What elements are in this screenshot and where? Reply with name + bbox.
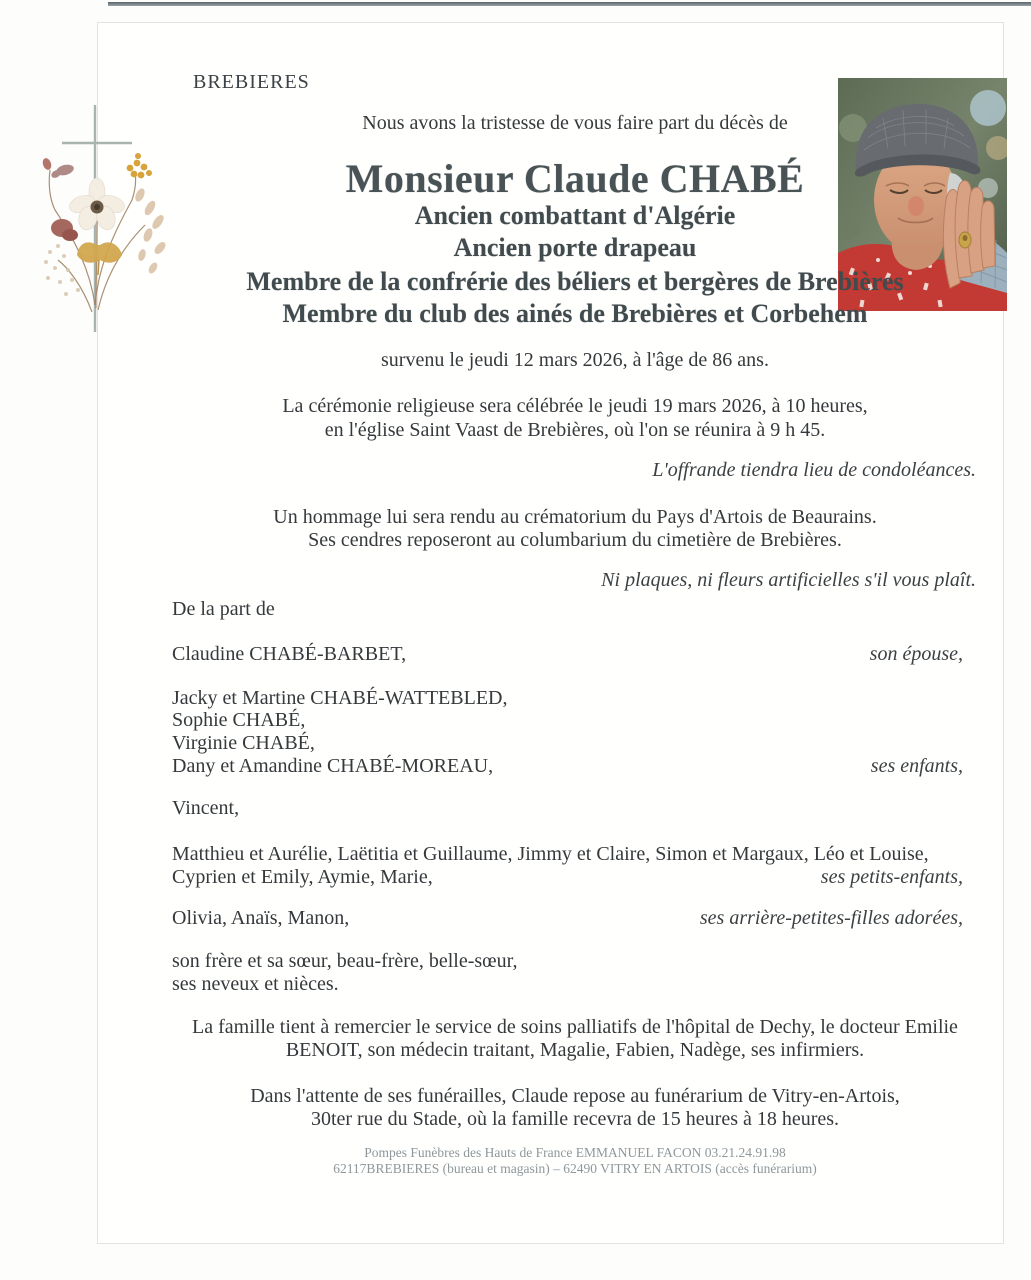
homage-line: Un hommage lui sera rendu au crématorium du Pays d'Artois de Beaurains. [273, 506, 877, 528]
family-row-spouse [172, 643, 963, 666]
wake-line: 30ter rue du Stade, où la famille recevra de 15 heures à 18 heures. [310, 1108, 840, 1130]
title-line: Ancien combattant d'Algérie [414, 201, 736, 230]
family-row-grandchildren [172, 866, 963, 889]
thanks-line: La famille tient à remercier le service de soins palliatifs de l'hôpital de Dechy, le docteur Emilie [192, 1016, 958, 1038]
ceremony-line: La cérémonie religieuse sera célébrée le jeudi 19 mars 2026, à 10 heures, [282, 395, 868, 417]
family-relation: ses enfants, [870, 755, 963, 777]
family-name: Vincent, [172, 797, 240, 819]
offering-note: L'offrande tiendra lieu de condoléances. [652, 459, 976, 481]
family-name: Claudine CHABÉ-BARBET, [172, 643, 407, 665]
homage-line: Ses cendres reposeront au columbarium du cimetière de Brebières. [308, 529, 842, 551]
intro-line: Nous avons la tristesse de vous faire part du décès de [362, 112, 788, 134]
title-line: Membre de la confrérie des béliers et bergères de Brebières [246, 267, 904, 296]
family-relation: ses petits-enfants, [820, 866, 963, 888]
family-name: son frère et sa sœur, beau-frère, belle-sœur, [172, 950, 518, 972]
family-row-great-granddaughters [172, 907, 963, 930]
family-name: Olivia, Anaïs, Manon, [172, 907, 350, 929]
death-line: survenu le jeudi 12 mars 2026, à l'âge de 86 ans. [381, 349, 769, 371]
ceremony-line: en l'église Saint Vaast de Brebières, où l'on se réunira à 9 h 45. [324, 419, 826, 441]
thanks-line: BENOIT, son médecin traitant, Magalie, Fabien, Nadège, ses infirmiers. [285, 1039, 865, 1061]
funeral-home-line: Pompes Funèbres des Hauts de France EMMANUEL FACON 03.21.24.91.98 [364, 1145, 786, 1160]
family-name: Virginie CHABÉ, [172, 732, 315, 754]
city-label: BREBIERES [193, 71, 310, 93]
scan-artifact-line [108, 2, 1031, 6]
family-name: Dany et Amandine CHABÉ-MOREAU, [172, 755, 494, 777]
family-name: Jacky et Martine CHABÉ-WATTEBLED, [172, 687, 508, 709]
family-relation: ses arrière-petites-filles adorées, [699, 907, 963, 929]
family-name: ses neveux et nièces. [172, 973, 339, 995]
family-name: Sophie CHABÉ, [172, 709, 306, 731]
wake-line: Dans l'attente de ses funérailles, Claude repose au funérarium de Vitry-en-Artois, [250, 1085, 900, 1107]
no-flowers-note: Ni plaques, ni fleurs artificielles s'il vous plaît. [601, 569, 976, 591]
family-name: Cyprien et Emily, Aymie, Marie, [172, 866, 433, 888]
funeral-home-line: 62117BREBIERES (bureau et magasin) – 62490 VITRY EN ARTOIS (accès funérarium) [333, 1161, 817, 1176]
deceased-name: Monsieur Claude CHABÉ [345, 156, 805, 201]
title-line: Membre du club des ainés de Brebières et Corbehem [282, 299, 868, 328]
from-label: De la part de [172, 598, 275, 620]
family-relation: son épouse, [869, 643, 963, 665]
title-line: Ancien porte drapeau [453, 233, 697, 262]
family-row-children [172, 755, 963, 778]
family-name: Matthieu et Aurélie, Laëtitia et Guillaume, Jimmy et Claire, Simon et Margaux, Léo et Louise, [172, 843, 929, 865]
